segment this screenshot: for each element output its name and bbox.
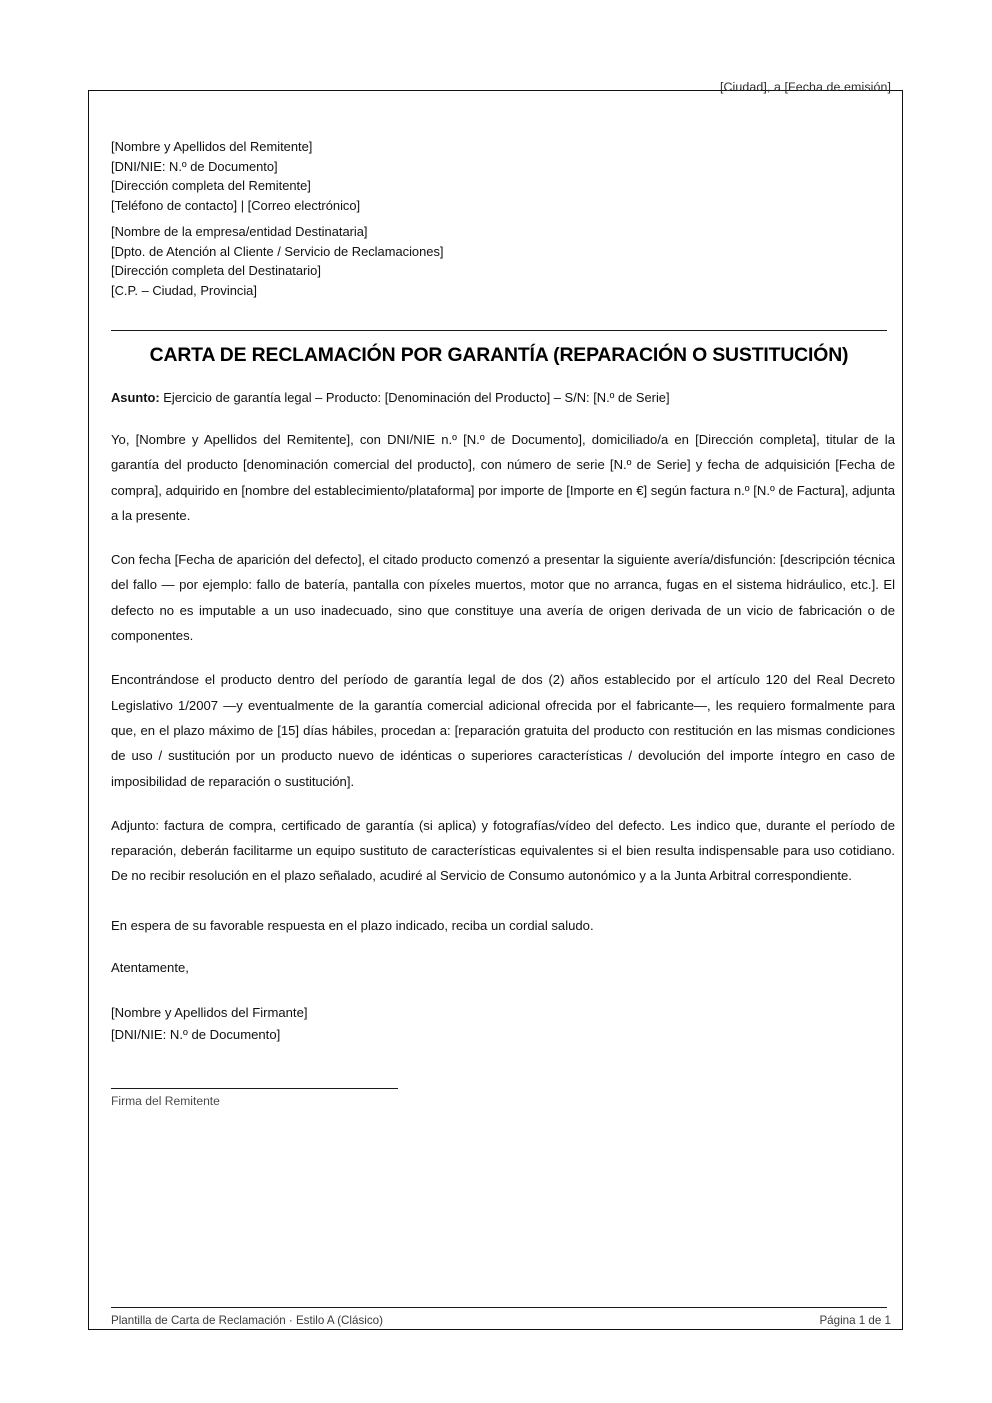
closing-line: En espera de su favorable respuesta en el plazo indicado, reciba un cordial saludo.	[111, 917, 594, 933]
issue-date-line: [Ciudad], a [Fecha de emisión]	[719, 80, 891, 94]
letter-body	[111, 427, 895, 1108]
signer-block	[111, 980, 895, 1045]
sender-name: [Nombre y Apellidos del Remitente]	[111, 139, 313, 154]
footer-divider	[111, 1307, 887, 1308]
recipient-city: [C.P. – Ciudad, Provincia]	[111, 282, 257, 298]
signature-line	[111, 1088, 398, 1089]
subject-text: Ejercicio de garantía legal – Producto: [Denominación del Producto] – S/N: [N.º de Serie]	[159, 390, 670, 405]
sender-address-block	[111, 137, 360, 215]
body-paragraph: Yo, [Nombre y Apellidos del Remitente], con DNI/NIE n.º [N.º de Documento], domiciliado/a en [Dirección completa], titular de la garantía del producto [denominación comercial del producto], con número de serie [N.º de Serie] y fecha de adquisición [Fecha de compra], adquirido en [nombre del establecimiento/plataforma] por importe de [Importe en €] según factura n.º [N.º de Factura], adjunta a la presente.	[111, 432, 895, 523]
recipient-company: [Nombre de la empresa/entidad Destinataria]	[111, 224, 368, 239]
footer-template-label: Plantilla de Carta de Reclamación · Estilo A (Clásico)	[111, 1314, 383, 1327]
subject-line	[111, 389, 887, 407]
sender-contact: [Teléfono de contacto] | [Correo electrónico]	[111, 197, 361, 213]
title-divider	[111, 330, 887, 331]
signature-caption: Firma del Remitente	[111, 1094, 220, 1109]
recipient-address-block	[111, 222, 443, 300]
valediction: Atentamente,	[111, 960, 189, 976]
body-paragraph: Adjunto: factura de compra, certificado de garantía (si aplica) y fotografías/vídeo del defecto. Les indico que, durante el período de reparación, deberán facilitarme un equipo sustituto de características equivalentes si el bien resulta indispensable para uso cotidiano. De no recibir resolución en el plazo señalado, acudiré al Servicio de Consumo autonómico y a la Junta Arbitral correspondiente.	[111, 817, 895, 884]
subject-label: Asunto:	[111, 390, 160, 405]
signer-name: [Nombre y Apellidos del Firmante]	[111, 1005, 308, 1021]
recipient-address: [Dirección completa del Destinatario]	[111, 263, 321, 279]
body-paragraph: Encontrándose el producto dentro del período de garantía legal de dos (2) años establecido por el artículo 120 del Real Decreto Legislativo 1/2007 —y eventualmente de la garantía comercial adicional ofrecida por el fabricante—, les requiero formalmente para que, en el plazo máximo de [15] días hábiles, procedan a: [reparación gratuita del producto con restitución en las mismas condiciones de uso / sustitución por un producto nuevo de idénticas o superiores características / devolución del importe íntegro en caso de imposibilidad de reparación o sustitución].	[111, 672, 895, 789]
page-content	[102, 80, 895, 1329]
footer-page-number: Página 1 de 1	[819, 1314, 891, 1327]
document-page	[88, 80, 903, 1330]
sender-id: [DNI/NIE: N.º de Documento]	[111, 158, 278, 174]
document-title: CARTA DE RECLAMACIÓN POR GARANTÍA (REPARACIÓN O SUSTITUCIÓN)	[149, 344, 849, 366]
signature-area	[111, 1045, 895, 1108]
body-paragraph: Con fecha [Fecha de aparición del defecto], el citado producto comenzó a presentar la siguiente avería/disfunción: [descripción técnica del fallo — por ejemplo: fallo de batería, pantalla con píxeles muertos, motor que no arranca, fugas en el sistema hidráulico, etc.]. El defecto no es imputable a un uso inadecuado, sino que constituye una avería de origen derivada de un vicio de fabricación o de componentes.	[111, 552, 895, 644]
sender-address: [Dirección completa del Remitente]	[111, 178, 311, 194]
signer-id: [DNI/NIE: N.º de Documento]	[111, 1026, 281, 1042]
recipient-department: [Dpto. de Atención al Cliente / Servicio de Reclamaciones]	[111, 243, 444, 259]
